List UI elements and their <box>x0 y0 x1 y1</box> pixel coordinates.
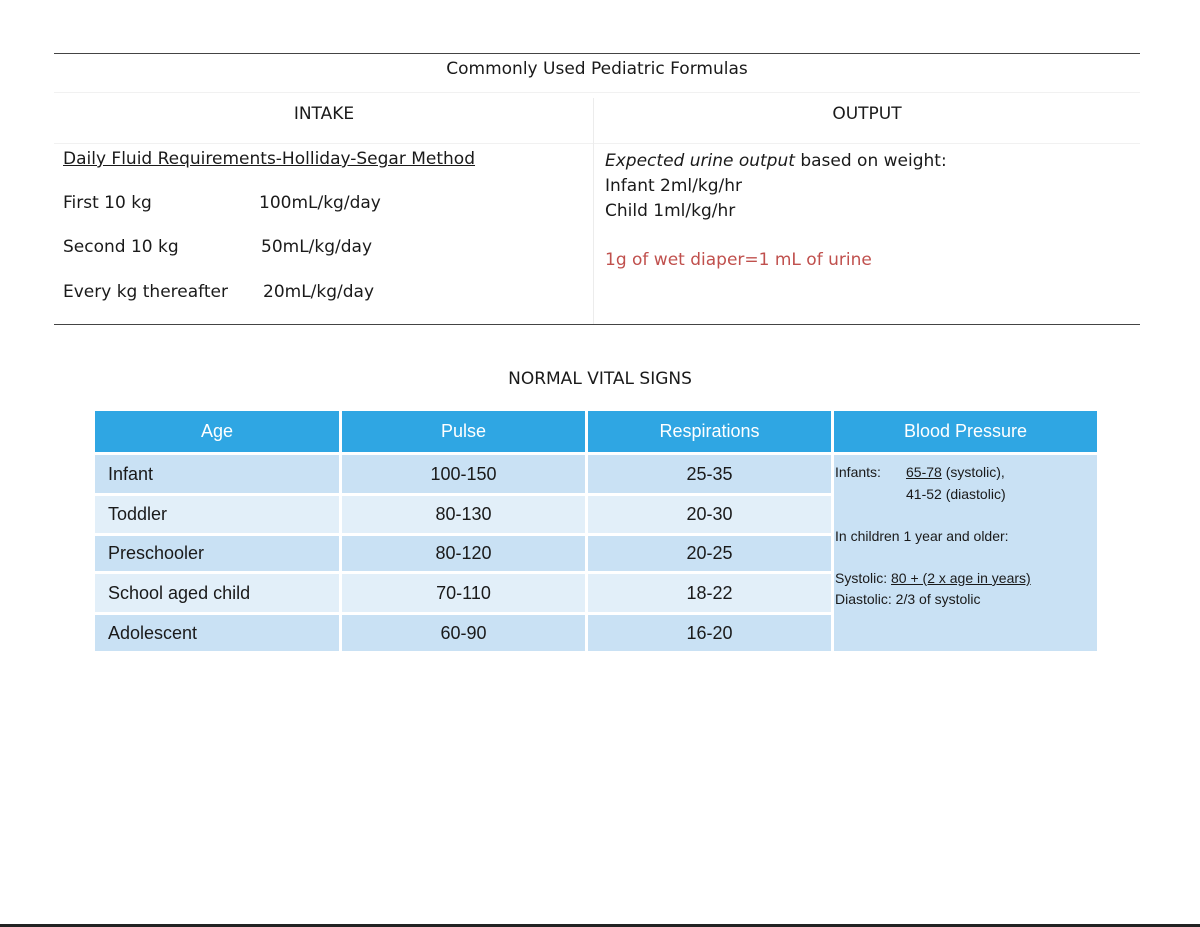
bp-infants-label: Infants: <box>835 464 881 480</box>
pulse-cell: 100-150 <box>342 455 585 493</box>
vital-signs-table <box>95 411 1097 651</box>
bp-infants-systolic <box>906 464 1005 480</box>
fluid-row-label: Every kg thereafter <box>63 282 228 302</box>
respirations-cell: 16-20 <box>588 615 831 651</box>
bp-infants-diastolic: 41-52 (diastolic) <box>906 486 1006 502</box>
fluid-row-value: 100mL/kg/day <box>259 193 381 213</box>
bp-infants-systolic-suffix: (systolic), <box>941 464 1005 480</box>
pulse-cell: 60-90 <box>342 615 585 651</box>
bp-systolic-formula <box>835 570 1031 586</box>
pediatric-formulas-table <box>54 53 1140 325</box>
age-cell: Adolescent <box>95 615 339 651</box>
column-divider <box>593 98 594 324</box>
bp-children-line: In children 1 year and older: <box>835 528 1009 544</box>
respirations-cell: 20-30 <box>588 496 831 533</box>
age-cell: School aged child <box>95 574 339 612</box>
pulse-cell: 80-120 <box>342 536 585 571</box>
divider <box>54 143 1140 144</box>
fluid-row-value: 50mL/kg/day <box>261 237 373 257</box>
age-cell: Preschooler <box>95 536 339 571</box>
divider <box>54 92 1140 93</box>
fluid-row-label: Second 10 kg <box>63 237 179 257</box>
column-header-age: Age <box>95 411 339 452</box>
respirations-cell: 18-22 <box>588 574 831 612</box>
intake-heading: INTAKE <box>293 104 355 124</box>
respirations-cell: 20-25 <box>588 536 831 571</box>
holliday-segar-title: Daily Fluid Requirements-Holliday-Segar Method <box>63 149 476 169</box>
child-output: Child 1ml/kg/hr <box>605 201 736 221</box>
fluid-row-label: First 10 kg <box>63 193 152 213</box>
infant-output: Infant 2ml/kg/hr <box>605 176 742 196</box>
age-cell: Infant <box>95 455 339 493</box>
blood-pressure-cell <box>834 455 1097 651</box>
fluid-row-value: 20mL/kg/day <box>263 282 375 302</box>
vitals-title: NORMAL VITAL SIGNS <box>508 369 692 389</box>
bp-systolic-formula-value: 80 + (2 x age in years) <box>891 570 1031 586</box>
expected-output-line <box>605 149 947 174</box>
output-heading: OUTPUT <box>832 104 902 124</box>
respirations-cell: 25-35 <box>588 455 831 493</box>
expected-output-emphasis: Expected urine output <box>605 151 795 171</box>
urine-output-block <box>605 149 947 224</box>
wet-diaper-note: 1g of wet diaper=1 mL of urine <box>605 250 872 270</box>
pulse-cell: 80-130 <box>342 496 585 533</box>
formulas-title: Commonly Used Pediatric Formulas <box>446 59 748 79</box>
age-cell: Toddler <box>95 496 339 533</box>
column-header-blood-pressure: Blood Pressure <box>834 411 1097 452</box>
column-header-respirations: Respirations <box>588 411 831 452</box>
bp-infants-systolic-value: 65-78 <box>906 464 942 480</box>
column-header-pulse: Pulse <box>342 411 585 452</box>
pulse-cell: 70-110 <box>342 574 585 612</box>
bp-systolic-label: Systolic: <box>835 570 892 586</box>
bp-diastolic-line: Diastolic: 2/3 of systolic <box>835 591 981 607</box>
expected-output-rest: based on weight: <box>794 151 947 171</box>
